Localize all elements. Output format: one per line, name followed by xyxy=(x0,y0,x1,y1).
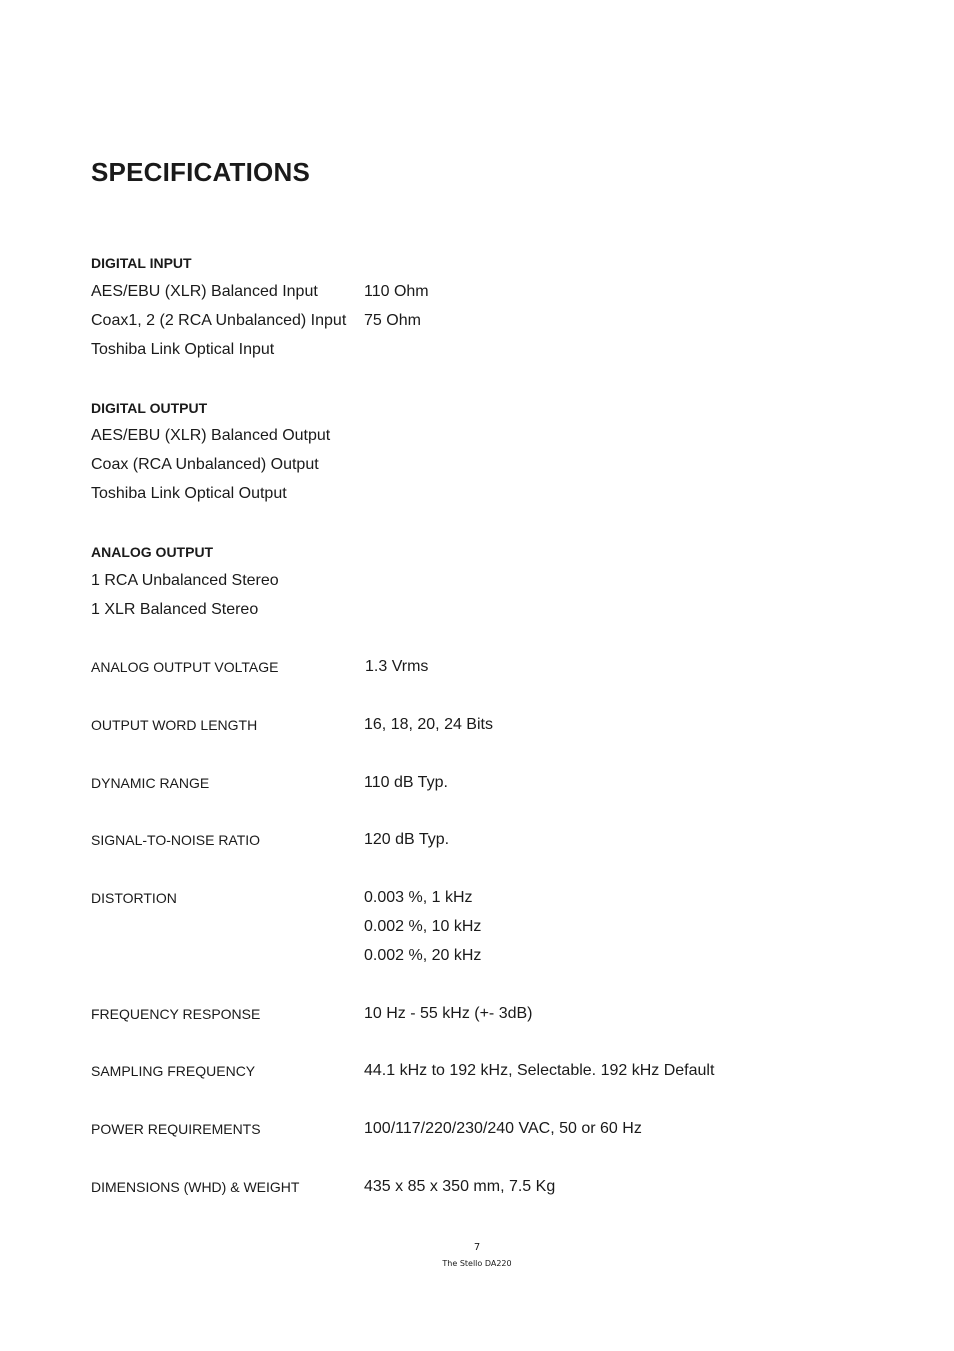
digital-output-item: AES/EBU (XLR) Balanced Output xyxy=(91,427,331,444)
spec-label-power-requirements: POWER REQUIREMENTS xyxy=(91,1121,261,1137)
spec-value: 0.003 %, 1 kHz xyxy=(364,889,473,906)
spec-label-dynamic-range: DYNAMIC RANGE xyxy=(91,775,210,791)
spec-value: 110 dB Typ. xyxy=(364,774,448,791)
spec-label-distortion: DISTORTION xyxy=(91,890,177,906)
spec-value: 1.3 Vrms xyxy=(365,658,429,675)
digital-input-label: Toshiba Link Optical Input xyxy=(91,341,275,358)
spec-value: 120 dB Typ. xyxy=(364,831,450,848)
analog-output-heading: ANALOG OUTPUT xyxy=(91,544,214,560)
spec-value: 100/117/220/230/240 VAC, 50 or 60 Hz xyxy=(364,1120,642,1137)
spec-value: 16, 18, 20, 24 Bits xyxy=(364,716,493,733)
spec-label-frequency-response: FREQUENCY RESPONSE xyxy=(91,1006,261,1022)
spec-value: 435 x 85 x 350 mm, 7.5 Kg xyxy=(364,1178,556,1195)
digital-output-item: Coax (RCA Unbalanced) Output xyxy=(91,456,319,473)
digital-input-value: 75 Ohm xyxy=(364,312,421,329)
spec-value: 0.002 %, 20 kHz xyxy=(364,947,482,964)
digital-input-heading: DIGITAL INPUT xyxy=(91,255,192,271)
page-title: SPECIFICATIONS xyxy=(91,157,311,187)
spec-label-dimensions-weight: DIMENSIONS (WHD) & WEIGHT xyxy=(91,1179,300,1195)
digital-input-value: 110 Ohm xyxy=(364,283,429,300)
analog-output-item: 1 XLR Balanced Stereo xyxy=(91,601,259,618)
spec-label-output-word-length: OUTPUT WORD LENGTH xyxy=(91,717,258,733)
spec-value: 10 Hz - 55 kHz (+- 3dB) xyxy=(364,1005,533,1022)
digital-output-item: Toshiba Link Optical Output xyxy=(91,485,287,502)
spec-value: 44.1 kHz to 192 kHz, Selectable. 192 kHz Default xyxy=(364,1062,715,1079)
analog-output-item: 1 RCA Unbalanced Stereo xyxy=(91,572,279,589)
digital-output-heading: DIGITAL OUTPUT xyxy=(91,400,208,416)
spec-label-sampling-frequency: SAMPLING FREQUENCY xyxy=(91,1063,256,1079)
page-number: 7 xyxy=(473,1242,481,1253)
spec-label-analog-output-voltage: ANALOG OUTPUT VOLTAGE xyxy=(91,659,279,675)
spec-value: 0.002 %, 10 kHz xyxy=(364,918,482,935)
spec-label-signal-to-noise-ratio: SIGNAL-TO-NOISE RATIO xyxy=(91,832,261,848)
digital-input-label: AES/EBU (XLR) Balanced Input xyxy=(91,283,318,300)
document-name: The Stello DA220 xyxy=(442,1259,512,1268)
digital-input-label: Coax1, 2 (2 RCA Unbalanced) Input xyxy=(91,312,347,329)
